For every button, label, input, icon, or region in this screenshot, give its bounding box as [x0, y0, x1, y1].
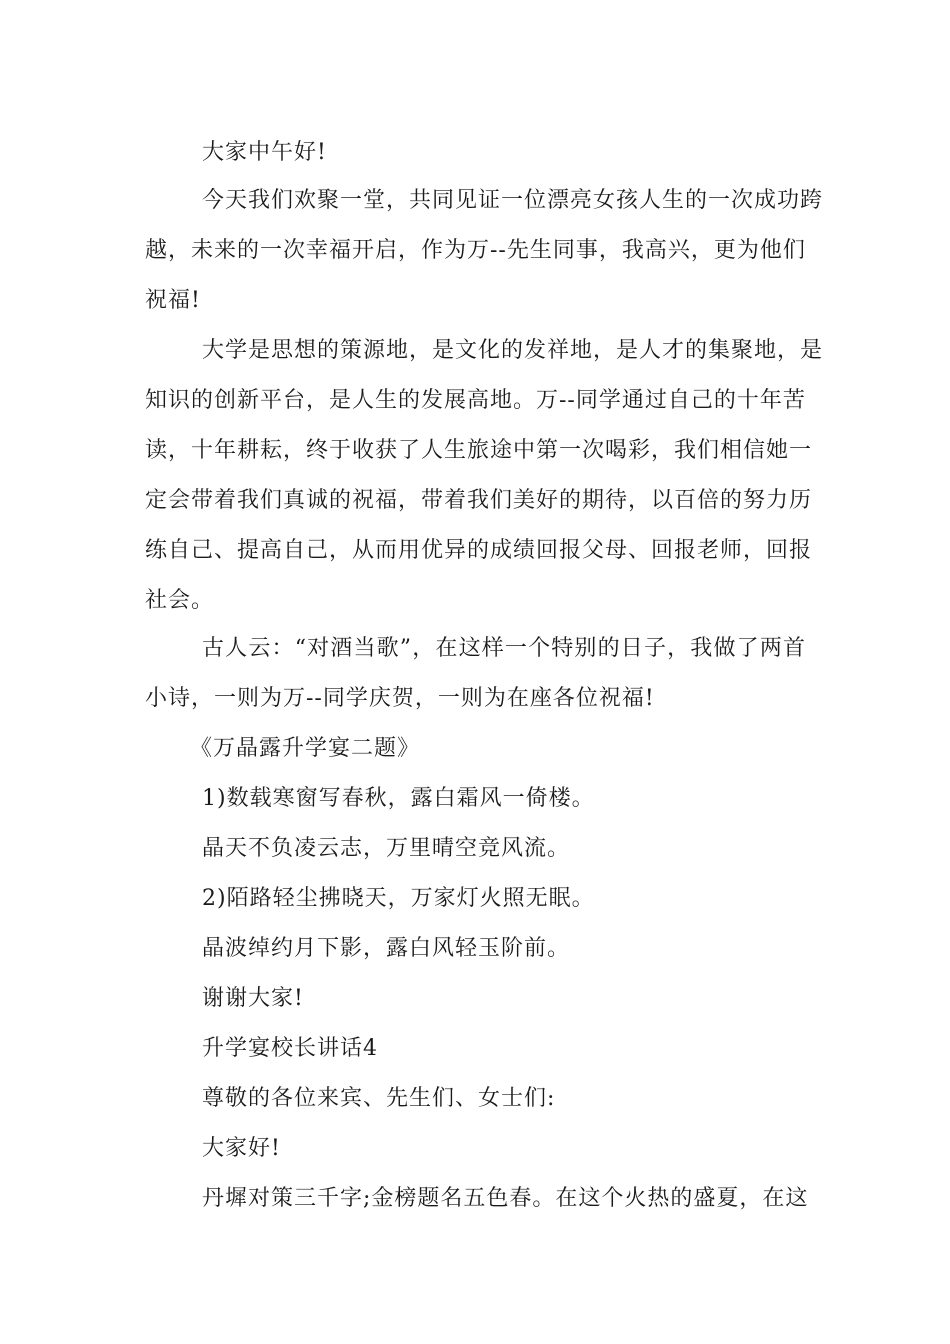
poem-2-line-1: 2)陌路轻尘拂晓天，万家灯火照无眠。: [202, 886, 595, 911]
paragraph-3-line-2: 小诗，一则为万--同学庆贺，一则为在座各位祝福!: [145, 686, 655, 711]
paragraph-1-line-3: 祝福!: [145, 288, 201, 313]
poem-1-line-2: 晶天不负凌云志，万里晴空竞风流。: [202, 836, 571, 861]
paragraph-2-line-2: 知识的创新平台，是人生的发展高地。万--同学通过自己的十年苦: [145, 388, 806, 413]
salutation-line: 尊敬的各位来宾、先生们、女士们:: [202, 1086, 556, 1111]
thanks-line: 谢谢大家!: [202, 986, 304, 1011]
paragraph-2-line-4: 定会带着我们真诚的祝福，带着我们美好的期待，以百倍的努力历: [145, 488, 813, 513]
poem-1-line-1: 1)数载寒窗写春秋，露白霜风一倚楼。: [202, 786, 595, 811]
paragraph-2-line-5: 练自己、提高自己，从而用优异的成绩回报父母、回报老师，回报: [145, 538, 813, 563]
paragraph-2-line-1: 大学是思想的策源地，是文化的发祥地，是人才的集聚地，是: [202, 338, 824, 363]
section-heading: 升学宴校长讲话4: [202, 1036, 378, 1061]
paragraph-1-line-1: 今天我们欢聚一堂，共同见证一位漂亮女孩人生的一次成功跨: [202, 188, 824, 213]
paragraph-2-line-3: 读，十年耕耘，终于收获了人生旅途中第一次喝彩，我们相信她一: [145, 438, 813, 463]
paragraph-2-line-6: 社会。: [145, 588, 215, 613]
greeting-line: 大家中午好!: [202, 140, 327, 165]
paragraph-1-line-2: 越，未来的一次幸福开启，作为万--先生同事，我高兴，更为他们: [145, 238, 806, 263]
paragraph-4-line-1: 丹墀对策三千字;金榜题名五色春。在这个火热的盛夏，在这: [202, 1186, 809, 1211]
poem-title: 《万晶露升学宴二题》: [190, 736, 421, 761]
paragraph-3-line-1: 古人云：“对酒当歌”，在这样一个特别的日子，我做了两首: [202, 636, 806, 661]
greeting-line-2: 大家好!: [202, 1136, 281, 1161]
poem-2-line-2: 晶波绰约月下影，露白风轻玉阶前。: [202, 936, 571, 961]
